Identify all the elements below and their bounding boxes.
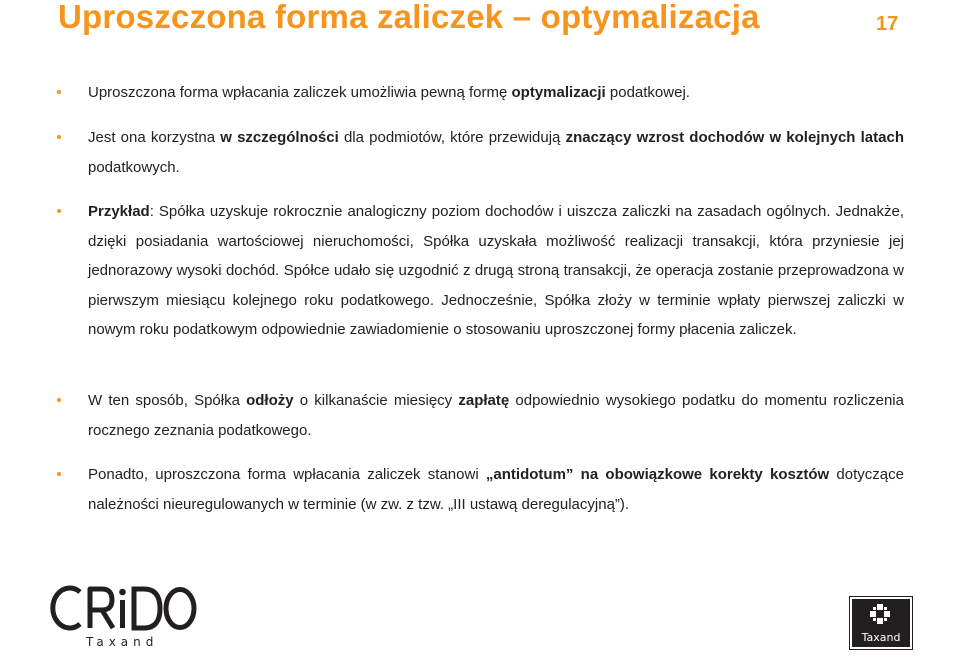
- text-segment: Jest ona korzystna: [88, 129, 221, 146]
- bullet-item: [88, 78, 904, 108]
- bullet-text: [88, 466, 904, 513]
- bullet-text: [88, 392, 904, 439]
- bullet-text: [88, 203, 904, 338]
- text-segment: : Spółka uzyskuje rokrocznie analogiczny poziom dochodów i uiszcza zaliczki na zasadach ogólnych. Jednakże, dzięki posiadania wartościowej nieruchomości, Spółka uzyskała możliwość realizacji transakcji, która przyniesie jej jednorazowy wysoki dochód. Spółce udało się uzgodnić z drugą stroną transakcji, że operacja zostanie przeprowadzona w pierwszym miesiącu kolejnego roku podatkowego. Jednocześnie, Spółka złoży w terminie wpłaty pierwszej zaliczki w nowym roku podatkowym odpowiednie zawiadomienie o stosowaniu uproszczonej formy płacenia zaliczek.: [88, 203, 904, 338]
- bullet-dot-icon: [57, 472, 61, 476]
- text-segment-bold: „antidotum” na obowiązkowe korekty kosztów: [485, 466, 830, 483]
- text-segment-bold: zapłatę: [458, 392, 510, 409]
- svg-text:Taxand: Taxand: [86, 635, 159, 649]
- bullet-item: [88, 123, 904, 182]
- slide-title: Uproszczona forma zaliczek – optymalizacja: [58, 0, 760, 35]
- text-segment: W ten sposób, Spółka: [88, 392, 247, 409]
- bullet-dot-icon: [57, 135, 61, 139]
- bullet-item: [88, 460, 904, 519]
- text-segment-bold: Przykład: [88, 203, 150, 220]
- bullet-text: [88, 129, 904, 176]
- text-segment: odpowiednio wysokiego podatku do momentu rozliczenia rocznego zeznania podatkowego.: [88, 392, 904, 439]
- bullet-dot-icon: [57, 209, 61, 213]
- svg-text:Taxand: Taxand: [861, 631, 901, 644]
- bullet-item: [88, 386, 904, 445]
- text-segment: dotyczące należności nieuregulowanych w terminie (w zw. z tzw. „III ustawą deregulacyjną”).: [88, 466, 904, 513]
- text-segment: Ponadto, uproszczona forma wpłacania zaliczek stanowi: [88, 466, 486, 483]
- page-number: 17: [876, 13, 899, 35]
- crido-logo: [50, 580, 200, 650]
- text-segment: dla podmiotów, które przewidują: [338, 129, 566, 146]
- text-segment: Uproszczona forma wpłacania zaliczek umożliwia pewną formę: [88, 84, 512, 101]
- bullet-item: [88, 197, 904, 345]
- text-segment-bold: znaczący wzrost dochodów w kolejnych latach: [565, 129, 904, 146]
- bullet-dot-icon: [57, 398, 61, 402]
- text-segment-bold: optymalizacji: [511, 84, 606, 101]
- text-segment-bold: odłoży: [246, 392, 294, 409]
- bullet-text: [88, 84, 690, 101]
- text-segment: podatkowej.: [605, 84, 690, 101]
- text-segment: o kilkanaście miesięcy: [293, 392, 459, 409]
- taxand-logo: [849, 596, 913, 650]
- bullet-dot-icon: [57, 90, 61, 94]
- text-segment-bold: w szczególności: [220, 129, 339, 146]
- text-segment: podatkowych.: [88, 158, 180, 176]
